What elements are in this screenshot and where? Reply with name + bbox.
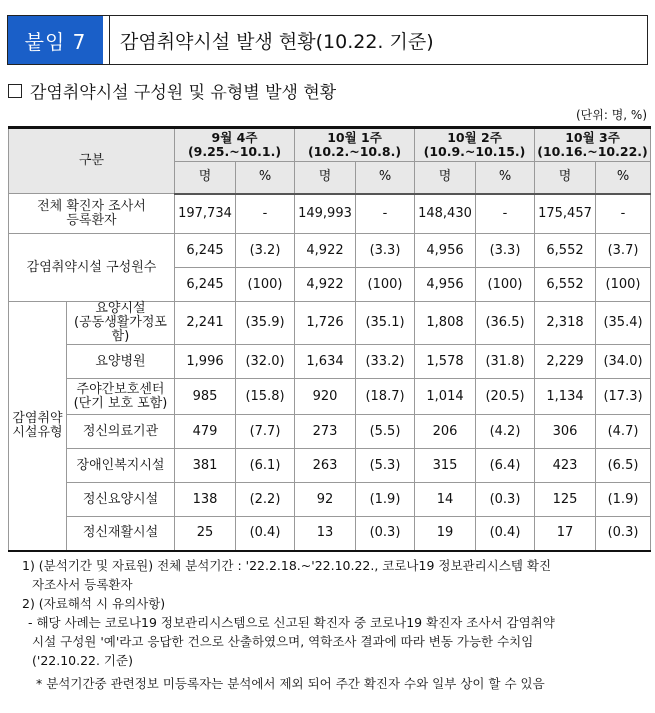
table-cell: (32.0) bbox=[236, 345, 295, 379]
table-cell: 273 bbox=[295, 415, 356, 449]
table-cell: 4,922 bbox=[295, 268, 356, 302]
row-label: 주야간보호센터 (단기 보호 포함) bbox=[67, 379, 175, 415]
table-cell: 148,430 bbox=[415, 194, 476, 234]
week-header: 10월 1주 (10.2.~10.8.) bbox=[295, 128, 415, 162]
table-cell: (0.4) bbox=[236, 517, 295, 551]
sub-header: % bbox=[596, 162, 651, 194]
table-cell: (0.3) bbox=[356, 517, 415, 551]
table-cell: 423 bbox=[535, 449, 596, 483]
corner-header: 구분 bbox=[9, 128, 175, 194]
table-cell: (6.1) bbox=[236, 449, 295, 483]
table-cell: 6,552 bbox=[535, 268, 596, 302]
table-cell: 1,134 bbox=[535, 379, 596, 415]
table-cell: 149,993 bbox=[295, 194, 356, 234]
table-cell: (0.3) bbox=[476, 483, 535, 517]
week-header: 10월 2주 (10.9.~10.15.) bbox=[415, 128, 535, 162]
table-cell: 1,726 bbox=[295, 302, 356, 345]
row-group-label-types: 감염취약 시설유형 bbox=[9, 302, 67, 551]
table-cell: 6,245 bbox=[175, 234, 236, 268]
row-label-total: 전체 확진자 조사서 등록환자 bbox=[9, 194, 175, 234]
table-cell: 4,922 bbox=[295, 234, 356, 268]
table-cell: 6,552 bbox=[535, 234, 596, 268]
header-box bbox=[7, 15, 648, 65]
table-cell: (100) bbox=[476, 268, 535, 302]
sub-header: 명 bbox=[535, 162, 596, 194]
table-cell: 306 bbox=[535, 415, 596, 449]
table-cell: (2.2) bbox=[236, 483, 295, 517]
table-cell: (20.5) bbox=[476, 379, 535, 415]
row-label: 정신의료기관 bbox=[67, 415, 175, 449]
attachment-tag: 붙임 7 bbox=[8, 16, 103, 64]
note-star: * 분석기간중 관련정보 미등록자는 분석에서 제외 되어 주간 확진자 수와 일부 상이 할 수 있음 bbox=[36, 676, 545, 691]
note-2: 2) (자료해석 시 유의사항) bbox=[22, 596, 166, 611]
table-cell: (33.2) bbox=[356, 345, 415, 379]
row-label: 정신요양시설 bbox=[67, 483, 175, 517]
table-cell: 1,578 bbox=[415, 345, 476, 379]
week-header: 9월 4주 (9.25.~10.1.) bbox=[175, 128, 295, 162]
page-title: 감염취약시설 발생 현황(10.22. 기준) bbox=[109, 16, 647, 64]
table-cell: (0.4) bbox=[476, 517, 535, 551]
table-cell: 138 bbox=[175, 483, 236, 517]
table-cell: 2,318 bbox=[535, 302, 596, 345]
row-label-members: 감염취약시설 구성원수 bbox=[9, 234, 175, 302]
table-cell: (100) bbox=[236, 268, 295, 302]
table-cell: (34.0) bbox=[596, 345, 651, 379]
table-cell: 920 bbox=[295, 379, 356, 415]
table-cell: 1,808 bbox=[415, 302, 476, 345]
footnotes bbox=[8, 556, 650, 693]
table-cell: (5.3) bbox=[356, 449, 415, 483]
checkbox-square-icon bbox=[8, 84, 22, 98]
table-cell: (4.2) bbox=[476, 415, 535, 449]
section-heading bbox=[8, 78, 336, 103]
table-cell: (3.7) bbox=[596, 234, 651, 268]
section-title: 감염취약시설 구성원 및 유형별 발생 현황 bbox=[30, 83, 337, 103]
week-header: 10월 3주 (10.16.~10.22.) bbox=[535, 128, 651, 162]
table-cell: (17.3) bbox=[596, 379, 651, 415]
table-cell: 1,996 bbox=[175, 345, 236, 379]
table-cell: 125 bbox=[535, 483, 596, 517]
table-cell: (7.7) bbox=[236, 415, 295, 449]
table-cell: 1,634 bbox=[295, 345, 356, 379]
table-cell: 14 bbox=[415, 483, 476, 517]
sub-header: % bbox=[356, 162, 415, 194]
sub-header: % bbox=[476, 162, 535, 194]
table-cell: (35.1) bbox=[356, 302, 415, 345]
table-cell: - bbox=[476, 194, 535, 234]
table-cell: (100) bbox=[596, 268, 651, 302]
note-1-cont: 자조사서 등록환자 bbox=[32, 577, 133, 592]
unit-label: (단위: 명, %) bbox=[575, 108, 647, 122]
table-cell: 206 bbox=[415, 415, 476, 449]
sub-header: 명 bbox=[295, 162, 356, 194]
table-cell: 4,956 bbox=[415, 234, 476, 268]
table-cell: - bbox=[596, 194, 651, 234]
note-1: 1) (분석기간 및 자료원) 전체 분석기간 : '22.2.18.~'22.10.22., 코로나19 정보관리시스템 확진 bbox=[22, 558, 552, 573]
table-cell: (6.5) bbox=[596, 449, 651, 483]
table-cell: (35.4) bbox=[596, 302, 651, 345]
table-cell: (35.9) bbox=[236, 302, 295, 345]
table-cell: 985 bbox=[175, 379, 236, 415]
table-cell: (3.3) bbox=[476, 234, 535, 268]
sub-header: 명 bbox=[415, 162, 476, 194]
table-cell: - bbox=[236, 194, 295, 234]
table-cell: (3.3) bbox=[356, 234, 415, 268]
table-cell: (36.5) bbox=[476, 302, 535, 345]
table-cell: 175,457 bbox=[535, 194, 596, 234]
infection-table bbox=[8, 126, 651, 552]
table-cell: (31.8) bbox=[476, 345, 535, 379]
table-cell: 315 bbox=[415, 449, 476, 483]
table-cell: 19 bbox=[415, 517, 476, 551]
table-cell: 13 bbox=[295, 517, 356, 551]
table-cell: - bbox=[356, 194, 415, 234]
table-cell: 381 bbox=[175, 449, 236, 483]
table-cell: 197,734 bbox=[175, 194, 236, 234]
row-label: 정신재활시설 bbox=[67, 517, 175, 551]
row-label: 요양시설 (공동생활가정포함) bbox=[67, 302, 175, 345]
table-cell: 17 bbox=[535, 517, 596, 551]
table-cell: 92 bbox=[295, 483, 356, 517]
note-2-line-a: - 해당 사례는 코로나19 정보관리시스템으로 신고된 확진자 중 코로나19 확진자 조사서 감염취약 bbox=[28, 615, 555, 630]
table-cell: (1.9) bbox=[596, 483, 651, 517]
table-cell: (0.3) bbox=[596, 517, 651, 551]
row-label: 장애인복지시설 bbox=[67, 449, 175, 483]
table-cell: 2,229 bbox=[535, 345, 596, 379]
sub-header: % bbox=[236, 162, 295, 194]
table-cell: 6,245 bbox=[175, 268, 236, 302]
note-2-line-b: 시설 구성원 '예'라고 응답한 건으로 산출하였으며, 역학조사 결과에 따라 변동 가능한 수치임 bbox=[32, 634, 534, 649]
table-cell: 4,956 bbox=[415, 268, 476, 302]
row-label: 요양병원 bbox=[67, 345, 175, 379]
table-cell: 2,241 bbox=[175, 302, 236, 345]
note-2-line-c: ('22.10.22. 기준) bbox=[32, 653, 133, 668]
sub-header: 명 bbox=[175, 162, 236, 194]
table-cell: (100) bbox=[356, 268, 415, 302]
table-cell: (3.2) bbox=[236, 234, 295, 268]
table-cell: (18.7) bbox=[356, 379, 415, 415]
table-cell: (5.5) bbox=[356, 415, 415, 449]
table-cell: (6.4) bbox=[476, 449, 535, 483]
table-cell: (15.8) bbox=[236, 379, 295, 415]
table-cell: 1,014 bbox=[415, 379, 476, 415]
table-cell: 479 bbox=[175, 415, 236, 449]
table-cell: (1.9) bbox=[356, 483, 415, 517]
table-cell: (4.7) bbox=[596, 415, 651, 449]
table-cell: 263 bbox=[295, 449, 356, 483]
table-cell: 25 bbox=[175, 517, 236, 551]
